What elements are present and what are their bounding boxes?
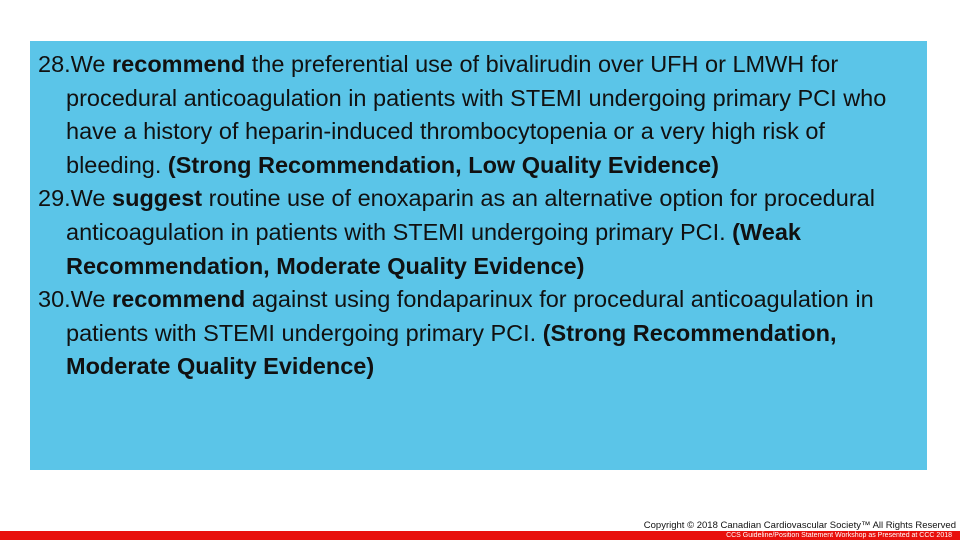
- rec-lead: We: [70, 51, 113, 77]
- rec-number: 30.: [38, 286, 71, 313]
- recommendation-30: [38, 283, 918, 384]
- rec-grade: (Weak Recommendation, Moderate Quality Evidence): [66, 218, 801, 279]
- rec-lead: We: [70, 185, 113, 212]
- copyright-notice: Copyright © 2018 Canadian Cardiovascular Society™ All Rights Reserved: [643, 520, 956, 531]
- workshop-notice: CCS Guideline/Position Statement Workshop as Presented at CCC 2018: [726, 532, 952, 539]
- rec-grade: (Strong Recommendation, Moderate Quality Evidence): [66, 319, 837, 380]
- rec-body: the preferential use of bivalirudin over UFH or LMWH for procedural anticoagulation in patients with STEMI undergoing primary PCI who have a history of heparin-induced thrombocytopenia or a very high risk of bleeding.: [66, 51, 887, 178]
- rec-number: 28.: [38, 51, 71, 77]
- rec-body: routine use of enoxaparin as an alternative option for procedural anticoagulation in patients with STEMI undergoing primary PCI.: [66, 185, 875, 245]
- rec-lead: We: [70, 286, 113, 313]
- rec-verb: recommend: [112, 286, 246, 313]
- rec-grade: (Strong Recommendation, Low Quality Evidence): [167, 151, 719, 178]
- recommendation-28: [38, 48, 918, 182]
- recommendation-29: [38, 182, 918, 283]
- rec-verb: suggest: [112, 185, 203, 212]
- rec-body: against using fondaparinux for procedural anticoagulation in patients with STEMI undergoing primary PCI.: [66, 286, 874, 346]
- rec-number: 29.: [38, 185, 71, 212]
- recommendation-list: [38, 48, 918, 384]
- rec-verb: recommend: [112, 51, 246, 77]
